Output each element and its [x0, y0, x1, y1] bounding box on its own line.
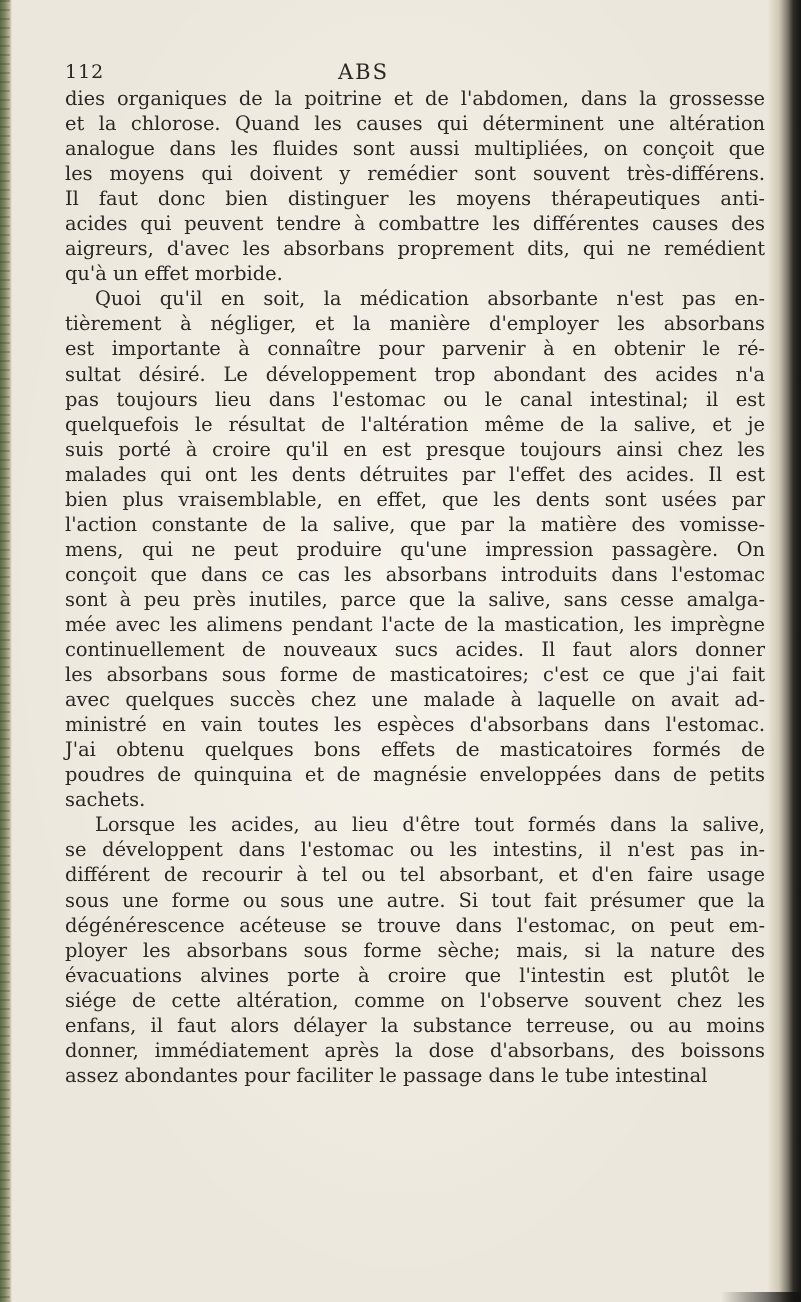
text-line: J'ai obtenu quelques bons effets de masticatoires formés de	[65, 738, 765, 762]
text-line: conçoit que dans ce cas les absorbans introduits dans l'estomac	[65, 562, 765, 586]
text-line: évacuations alvines porte à croire que l'intestin est plutôt le	[65, 963, 765, 987]
text-line: ployer les absorbans sous forme sèche; mais, si la nature des	[65, 938, 765, 962]
text-line: sont à peu près inutiles, parce que la salive, sans cesse amalga-	[65, 587, 765, 611]
text-line: aigreurs, d'avec les absorbans proprement dits, qui ne remédient	[65, 237, 765, 261]
text-line: Quoi qu'il en soit, la médication absorbante n'est pas en-	[95, 287, 765, 311]
running-head	[65, 57, 685, 87]
text-line: différent de recourir à tel ou tel absorbant, et d'en faire usage	[65, 863, 765, 887]
text-line: poudres de quinquina et de magnésie enveloppées dans de petits	[65, 763, 765, 787]
text-line: dies organiques de la poitrine et de l'abdomen, dans la grossesse	[65, 87, 765, 110]
paragraph	[65, 86, 765, 286]
text-line: et la chlorose. Quand les causes qui déterminent une altération	[65, 112, 765, 136]
page-number: 112	[65, 61, 105, 83]
text-line: sachets.	[65, 788, 146, 812]
paragraph	[65, 286, 765, 812]
text-line: pas toujours lieu dans l'estomac ou le canal intestinal; il est	[65, 387, 765, 411]
text-line: enfans, il faut alors délayer la substance terreuse, ou au moins	[65, 1013, 765, 1037]
text-line: qu'à un effet morbide.	[65, 262, 283, 286]
text-line: l'action constante de la salive, que par la matière des vomisse-	[65, 512, 765, 536]
binding-stitching	[0, 0, 10, 1302]
text-line: tièrement à négliger, et la manière d'employer les absorbans	[65, 312, 765, 336]
text-line: avec quelques succès chez une malade à laquelle on avait ad-	[65, 688, 765, 712]
text-line: acides qui peuvent tendre à combattre les différentes causes des	[65, 212, 765, 236]
text-line: Lorsque les acides, au lieu d'être tout formés dans la salive,	[95, 813, 765, 837]
text-line: mée avec les alimens pendant l'acte de la mastication, les imprègne	[65, 612, 765, 636]
text-line: mens, qui ne peut produire qu'une impression passagère. On	[65, 537, 765, 561]
page-edge-shadow	[767, 0, 801, 1302]
page-corner-shadow	[721, 1292, 801, 1302]
running-title: ABS	[338, 60, 389, 84]
text-line: malades qui ont les dents détruites par l'effet des acides. Il est	[65, 462, 765, 486]
text-line: suis porté à croire qu'il en est presque toujours ainsi chez les	[65, 437, 765, 461]
text-line: se développent dans l'estomac ou les intestins, il n'est pas in-	[65, 838, 765, 862]
text-line: les moyens qui doivent y remédier sont souvent très-différens.	[65, 162, 765, 186]
text-line: sous une forme ou sous une autre. Si tout fait présumer que la	[65, 888, 765, 912]
text-line: siége de cette altération, comme on l'observe souvent chez les	[65, 988, 765, 1012]
text-line: est importante à connaître pour parvenir à en obtenir le ré-	[65, 337, 765, 361]
paragraph	[65, 812, 765, 1088]
text-line: Il faut donc bien distinguer les moyens thérapeutiques anti-	[65, 187, 765, 211]
text-line: continuellement de nouveaux sucs acides. Il faut alors donner	[65, 638, 765, 662]
body-text	[65, 86, 765, 1088]
text-line: bien plus vraisemblable, en effet, que les dents sont usées par	[65, 487, 765, 511]
text-line: dégénérescence acéteuse se trouve dans l'estomac, on peut em-	[65, 913, 765, 937]
text-line: quelquefois le résultat de l'altération même de la salive, et je	[65, 412, 765, 436]
text-line: sultat désiré. Le développement trop abondant des acides n'a	[65, 362, 765, 386]
text-line: analogue dans les fluides sont aussi multipliées, on conçoit que	[65, 137, 765, 161]
text-line: les absorbans sous forme de masticatoires; c'est ce que j'ai fait	[65, 663, 765, 687]
text-line: donner, immédiatement après la dose d'absorbans, des boissons	[65, 1038, 765, 1062]
text-line: assez abondantes pour faciliter le passage dans le tube intestinal	[65, 1063, 708, 1087]
text-line: ministré en vain toutes les espèces d'absorbans dans l'estomac.	[65, 713, 765, 737]
